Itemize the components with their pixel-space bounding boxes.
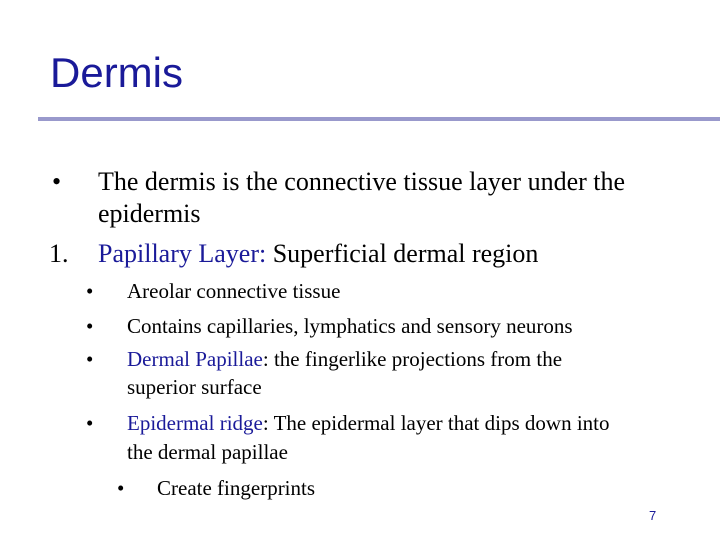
sub-bullet-dermal-papillae: [127, 349, 562, 370]
slide-title: Dermis: [50, 49, 183, 96]
epidermal-ridge-term: Epidermal ridge: [127, 411, 263, 435]
list-number: 1.: [49, 239, 69, 268]
papillary-layer-term: Papillary Layer:: [98, 239, 267, 268]
sub-bullet-marker: •: [86, 347, 94, 371]
sub-bullet-areolar: Areolar connective tissue: [127, 279, 341, 303]
bullet-marker: •: [52, 167, 62, 196]
sub-bullet-marker: •: [86, 279, 94, 303]
papillary-layer-item: [98, 241, 538, 267]
title-divider: [38, 117, 720, 121]
dermal-papillae-line2: superior surface: [127, 375, 262, 399]
dermal-papillae-description: : the fingerlike projections from the: [262, 347, 563, 371]
sub-bullet-epidermal-ridge: [127, 413, 610, 434]
dermal-papillae-term: Dermal Papillae: [127, 347, 263, 371]
sub-bullet-marker: •: [86, 411, 94, 435]
sub-sub-bullet-marker: •: [117, 476, 125, 500]
page-number: 7: [649, 508, 657, 523]
epidermal-ridge-description: : The epidermal layer that dips down into: [262, 411, 610, 435]
intro-text-line1: The dermis is the connective tissue layer under the: [98, 167, 626, 196]
sub-bullet-capillaries: Contains capillaries, lymphatics and sensory neurons: [127, 314, 573, 338]
sub-bullet-marker: •: [86, 314, 94, 338]
papillary-layer-description: Superficial dermal region: [266, 239, 539, 268]
epidermal-ridge-line2: the dermal papillae: [127, 440, 288, 464]
intro-text-line2: epidermis: [98, 199, 201, 228]
sub-sub-bullet-fingerprints: Create fingerprints: [157, 476, 316, 500]
